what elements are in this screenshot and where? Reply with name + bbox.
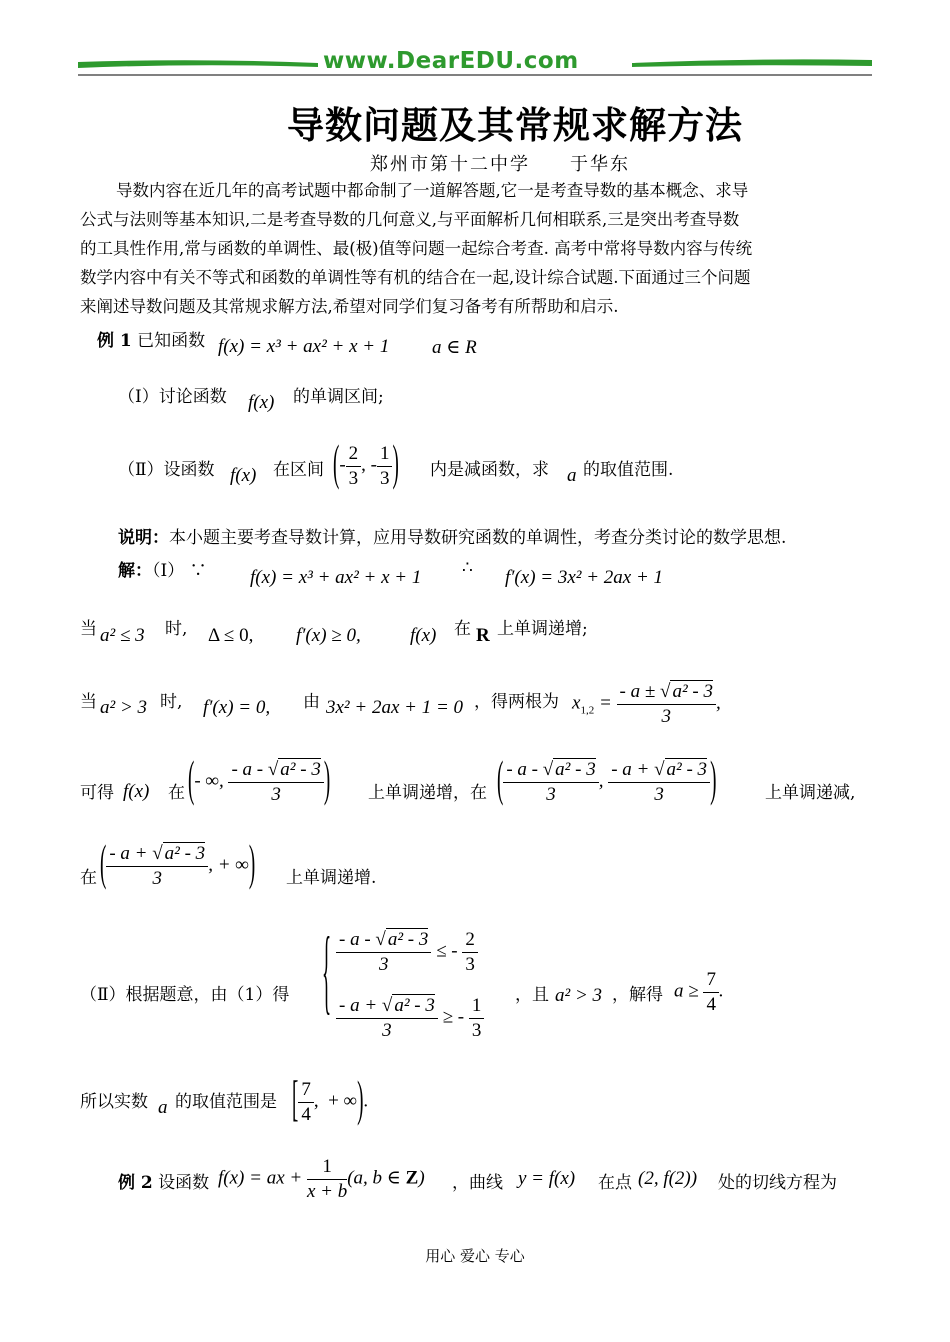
intro-line: 导数内容在近几年的高考试题中都命制了一道解答题,它一是考查导数的基本概念、求导	[116, 181, 749, 200]
part2-label: （Ⅱ）设函数	[118, 460, 215, 480]
intro-line: 公式与法则等基本知识,二是考查导数的几何意义,与平面解析几何相联系,三是突出考查导数	[80, 210, 740, 229]
ex1-stmt: 已知函数	[137, 331, 206, 351]
case2-when: 当	[80, 692, 97, 712]
site-logo: www.DearEDU.com	[323, 48, 579, 74]
page-footer: 用心 爱心 专心	[425, 1247, 525, 1265]
sol-derivative: f′(x) = 3x² + 2ax + 1	[505, 567, 664, 588]
ex1-note	[118, 523, 786, 548]
page-title: 导数问题及其常规求解方法	[287, 103, 743, 147]
inc1-text: 上单调递增，在	[368, 783, 487, 803]
result-text: 所以实数	[80, 1092, 148, 1112]
interval-part2: (- $\frac{2}{3}$ , - $\frac{1}{3}$ )	[333, 437, 399, 493]
part2-tail: 内是减函数，求	[430, 460, 549, 480]
interval-1: (- ∞, $\frac{\text{- a - √ a² - 3}}{3}$ )	[188, 753, 331, 809]
ex2-stmt: 设函数	[158, 1173, 210, 1193]
ex2-label: 例 2	[118, 1173, 153, 1193]
note-label: 说明：	[118, 528, 169, 548]
result-interval: [ $\frac{7}{4}$ , + ∞).	[292, 1073, 369, 1129]
case1-cond: a² ≤ 3	[100, 625, 145, 646]
qie-text: ，且	[515, 985, 549, 1005]
case1-when: 当	[80, 619, 97, 639]
result-tail: 的取值范围是	[175, 1092, 277, 1112]
case2-roots-text: ，得两根为	[474, 692, 559, 712]
intro-line: 来阐述导数问题及其常规求解方法,希望对同学们复习备考有所帮助和启示.	[80, 297, 619, 316]
fx-symbol: f(x)	[123, 781, 150, 802]
fx-symbol: f(x)	[230, 465, 257, 486]
part2-mid: 在区间	[273, 460, 324, 480]
ex1-function: f(x) = x³ + ax² + x + 1	[218, 336, 390, 357]
solution-label	[118, 556, 207, 581]
a-symbol: a	[567, 465, 577, 486]
interval-2: ( $\frac{\text{- a - √ a² - 3}}{3}$ , $\frac{\text{- a + √ a² - 3}}{3}$ )	[497, 753, 717, 809]
ex1-label: 例 1	[97, 331, 132, 351]
ex2-curve-eq: y = f(x)	[518, 1168, 576, 1189]
sol-label: 解：	[118, 561, 152, 581]
interval-3: ( $\frac{\text{- a + √ a² - 3}}{3}$ , + ∞)	[100, 837, 256, 893]
case2-shi: 时,	[160, 692, 183, 712]
case2-cond: a² > 3	[100, 697, 148, 718]
case1-shi: 时,	[165, 619, 188, 639]
inc2-text: 上单调递增.	[286, 868, 377, 888]
part1-label: （Ⅰ）讨论函数	[118, 387, 227, 407]
case1-inc: 上单调递增;	[497, 619, 588, 639]
case1-zai: 在	[454, 619, 471, 639]
case2-deriv: f′(x) = 0,	[203, 697, 271, 718]
zai-text-2: 在	[80, 868, 97, 888]
ex2-statement	[118, 1168, 209, 1193]
because-symbol: ∵	[189, 561, 207, 581]
a-symbol: a	[158, 1097, 168, 1118]
part2-end: 的取值范围.	[583, 460, 674, 480]
author-line: 郑州市第十二中学 于华东	[370, 154, 630, 175]
ex2-curve: ，曲线	[452, 1173, 503, 1193]
case1-fx: f(x)	[410, 625, 437, 646]
p2-sol-text: （Ⅱ）根据题意，由（1）得	[80, 985, 290, 1005]
ex1-part1	[118, 382, 227, 407]
ex1-domain: a ∈ R	[432, 337, 477, 358]
qie-cond: a² > 3	[555, 985, 603, 1006]
sol-part: （Ⅰ）	[152, 561, 185, 581]
note-text: 本小题主要考查导数计算，应用导数研究函数的单调性，考查分类讨论的数学思想.	[169, 528, 787, 548]
jiede-text: ，解得	[612, 985, 663, 1005]
roots-formula: $x_{1,2}$ = $\frac{\text{- a ± √ a² - 3}}{3}$ ,	[572, 681, 721, 727]
ex2-point: (2, f(2))	[638, 1168, 698, 1189]
ex2-function: f(x) = ax + $\frac{1}{x + b}$ (a, b ∈ Z)	[218, 1156, 425, 1202]
ex2-tail: 在点	[598, 1173, 632, 1193]
solution-a: a ≥ $\frac{7}{4}$ .	[674, 969, 724, 1015]
ex2-tail2: 处的切线方程为	[718, 1173, 837, 1193]
dec-text: 上单调递减,	[765, 783, 856, 803]
ex1-statement	[97, 326, 205, 351]
ex1-part2	[118, 455, 215, 480]
intro-line: 的工具性作用,常与函数的单调性、最(极)值等问题一起综合考查. 高考中常将导数内容与传统	[80, 239, 753, 258]
case1-R: R	[476, 625, 490, 646]
intro-paragraph	[80, 176, 870, 321]
case2-you: 由	[303, 692, 320, 712]
intro-line: 数学内容中有关不等式和函数的单调性等有机的结合在一起,设计综合试题.下面通过三个问题	[80, 268, 751, 287]
case2-equation: 3x² + 2ax + 1 = 0	[326, 697, 464, 718]
zai-text: 在	[168, 783, 185, 803]
therefore-symbol: ∴	[462, 558, 473, 578]
part1-tail: 的单调区间;	[293, 387, 384, 407]
case1-deriv: f′(x) ≥ 0,	[296, 625, 361, 646]
sol-function: f(x) = x³ + ax² + x + 1	[250, 567, 422, 588]
case1-delta: Δ ≤ 0,	[208, 625, 254, 646]
kede-text: 可得	[80, 783, 114, 803]
header-banner	[78, 50, 872, 80]
fx-symbol: f(x)	[248, 392, 275, 413]
